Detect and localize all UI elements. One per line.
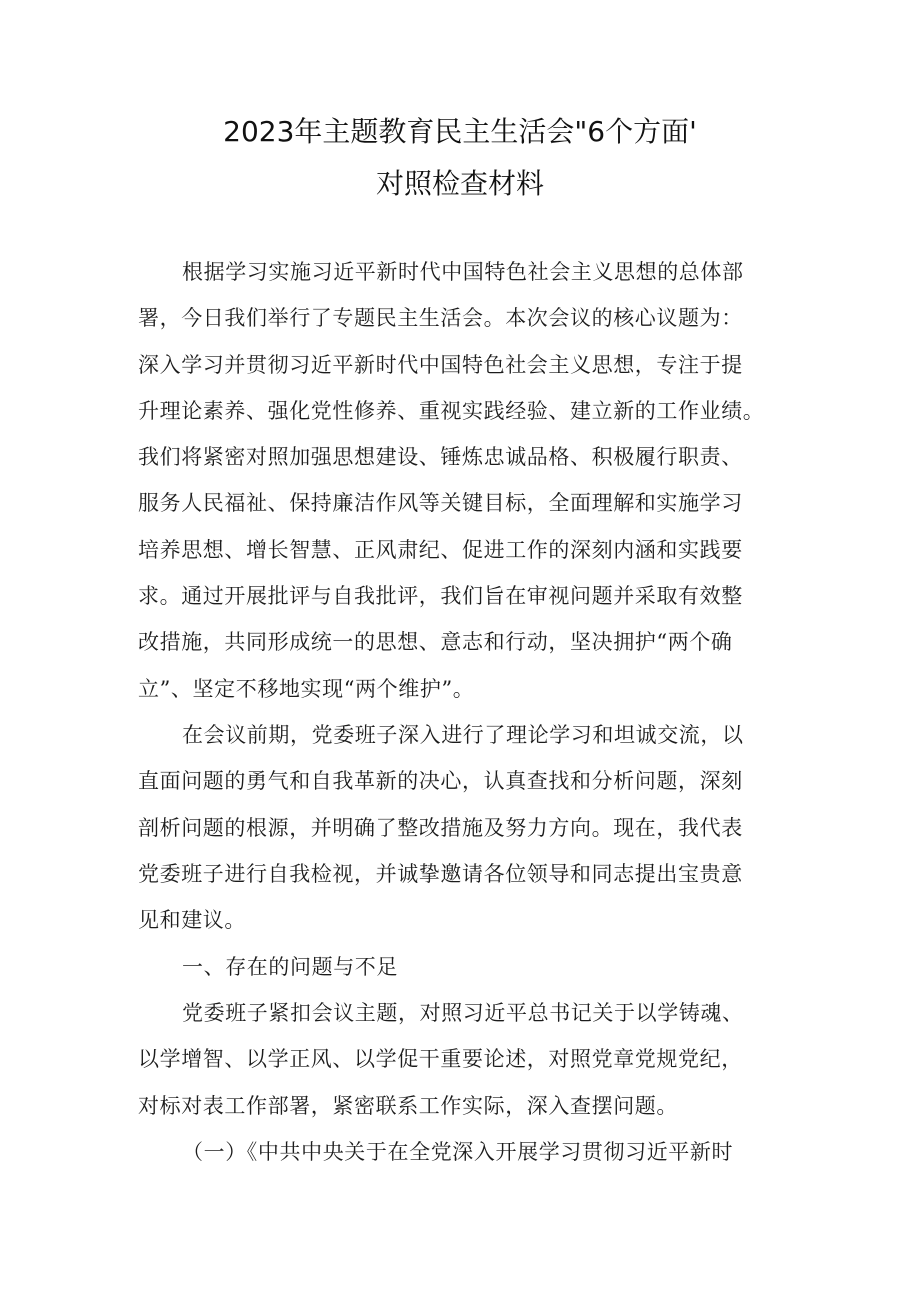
paragraph-1 bbox=[138, 249, 798, 712]
paragraph-line: 我们将紧密对照加强思想建设、锤炼忠诚品格、积极履行职责、 bbox=[138, 445, 743, 470]
paragraph-line: 服务人民福祉、保持廉洁作风等关键目标，全面理解和实施学习 bbox=[138, 491, 743, 516]
subsection-heading-1 bbox=[138, 1129, 798, 1175]
paragraph-line: 党委班子进行自我检视，并诚挚邀请各位领导和同志提出宝贵意 bbox=[138, 861, 743, 886]
section-heading-1 bbox=[138, 944, 798, 990]
paragraph-line: 署，今日我们举行了专题民主生活会。本次会议的核心议题为： bbox=[138, 306, 743, 331]
paragraph-line: 培养思想、增长智慧、正风肃纪、促进工作的深刻内涵和实践要 bbox=[138, 537, 743, 562]
paragraph-line: 立”、坚定不移地实现“两个维护”。 bbox=[138, 676, 475, 701]
document-title-line-2: 对照检查材料 bbox=[375, 167, 544, 200]
paragraph-3 bbox=[138, 990, 798, 1129]
paragraph-line: 改措施，共同形成统一的思想、意志和行动，坚决拥护“两个确 bbox=[138, 630, 733, 655]
paragraph-line: 根据学习实施习近平新时代中国特色社会主义思想的总体部 bbox=[182, 260, 744, 284]
paragraph-line: 党委班子紧扣会议主题，对照习近平总书记关于以学铸魂、 bbox=[182, 1001, 744, 1025]
paragraph-line: 以学增智、以学正风、以学促干重要论述，对照党章党规党纪， bbox=[138, 1047, 743, 1072]
paragraph-line: 求。通过开展批评与自我批评，我们旨在审视问题并采取有效整 bbox=[138, 584, 743, 609]
paragraph-line: 直面问题的勇气和自我革新的决心，认真查找和分析问题，深刻 bbox=[138, 769, 743, 794]
paragraph-line: 在会议前期，党委班子深入进行了理论学习和坦诚交流，以 bbox=[182, 723, 744, 747]
paragraph-2 bbox=[138, 712, 798, 943]
subsection-heading-text: （一）《中共中央关于在全党深入开展学习贯彻习近平新时 bbox=[182, 1140, 734, 1164]
document-title-line-1: 2023年主题教育民主生活会"6个方面' bbox=[223, 115, 697, 148]
paragraph-line: 剖析问题的根源，并明确了整改措施及努力方向。现在，我代表 bbox=[138, 815, 743, 840]
section-heading-text: 一、存在的问题与不足 bbox=[182, 955, 398, 979]
paragraph-line: 对标对表工作部署，紧密联系工作实际，深入查摆问题。 bbox=[138, 1093, 678, 1118]
paragraph-line: 升理论素养、强化党性修养、重视实践经验、建立新的工作业绩。 bbox=[138, 398, 765, 423]
paragraph-line: 深入学习并贯彻习近平新时代中国特色社会主义思想，专注于提 bbox=[138, 352, 743, 377]
paragraph-line: 见和建议。 bbox=[138, 908, 246, 933]
